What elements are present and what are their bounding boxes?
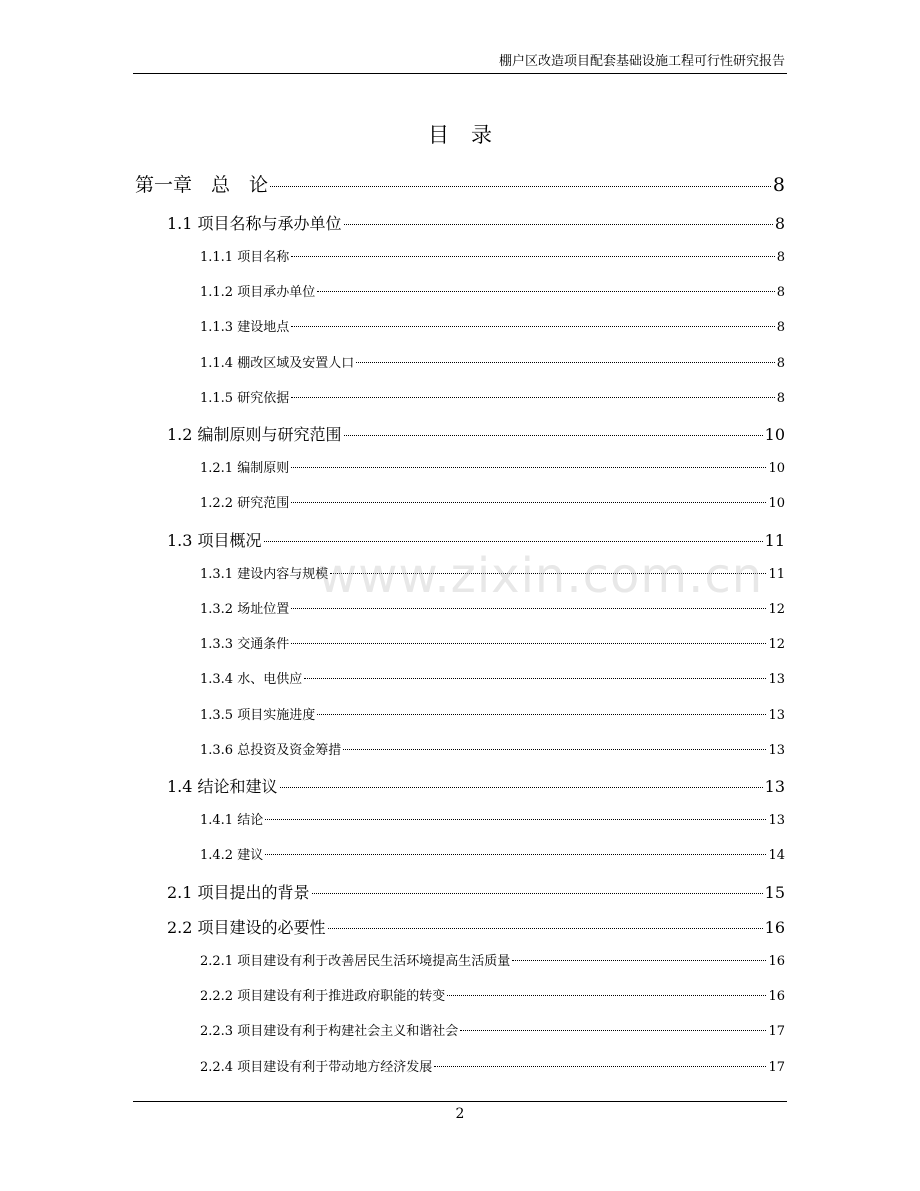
toc-entry-label: 1.1.2 项目承办单位	[200, 285, 316, 300]
toc-entry-label: 1.3.2 场址位置	[200, 602, 290, 617]
toc-dot-leader	[317, 714, 766, 715]
toc-entry[interactable]	[200, 387, 785, 406]
toc-entry-label: 1.3.4 水、电供应	[200, 672, 303, 687]
toc-entry-page: 11	[768, 567, 785, 582]
toc-entry-page: 15	[764, 883, 785, 902]
toc-entry-label: 1.1.3 建设地点	[200, 320, 290, 335]
watermark: www.zixin.com.cn	[318, 548, 764, 604]
toc-entry[interactable]	[200, 492, 785, 511]
toc-entry-label: 1.1 项目名称与承办单位	[167, 214, 342, 233]
toc-entry-label: 1.1.4 棚改区域及安置人口	[200, 356, 355, 371]
toc-entry-page: 14	[768, 848, 785, 863]
toc-entry[interactable]	[167, 774, 785, 797]
toc-entry[interactable]	[135, 170, 785, 197]
toc-entry-label: 1.4.2 建议	[200, 848, 264, 863]
toc-entry-label: 1.4 结论和建议	[167, 777, 278, 796]
toc-entry-label: 1.3.5 项目实施进度	[200, 708, 316, 723]
toc-dot-leader	[460, 1030, 766, 1031]
toc-entry-label: 1.2.2 研究范围	[200, 496, 290, 511]
toc-dot-leader	[447, 995, 766, 996]
toc-entry-page: 11	[764, 531, 785, 550]
footer-rule	[133, 1101, 787, 1102]
toc-entry-page: 10	[768, 461, 785, 476]
toc-entry[interactable]	[200, 1020, 785, 1039]
toc-entry[interactable]	[167, 211, 785, 234]
toc-entry-page: 10	[768, 496, 785, 511]
toc-dot-leader	[291, 502, 766, 503]
toc-entry-page: 13	[768, 743, 785, 758]
toc-entry-page: 16	[768, 954, 785, 969]
toc-entry[interactable]	[200, 457, 785, 476]
toc-entry[interactable]	[200, 985, 785, 1004]
toc-entry[interactable]	[200, 633, 785, 652]
toc-dot-leader	[304, 678, 766, 679]
toc-entry[interactable]	[200, 844, 785, 863]
toc-dot-leader	[312, 893, 763, 894]
toc-dot-leader	[291, 467, 766, 468]
page-number: 2	[455, 1106, 465, 1122]
toc-dot-leader	[328, 928, 763, 929]
toc-entry-label: 2.2.1 项目建设有利于改善居民生活环境提高生活质量	[200, 954, 511, 969]
toc-entry[interactable]	[167, 528, 785, 551]
toc-entry[interactable]	[200, 668, 785, 687]
toc-entry[interactable]	[200, 809, 785, 828]
toc-dot-leader	[317, 291, 775, 292]
toc-entry-page: 8	[776, 285, 785, 300]
toc-entry-page: 8	[776, 320, 785, 335]
toc-entry-page: 8	[776, 356, 785, 371]
toc-dot-leader	[291, 326, 775, 327]
toc-dot-leader	[264, 541, 763, 542]
toc-entry-page: 13	[768, 708, 785, 723]
toc-dot-leader	[265, 854, 766, 855]
toc-entry[interactable]	[167, 422, 785, 445]
running-header-title: 棚户区改造项目配套基础设施工程可行性研究报告	[498, 54, 785, 69]
toc-dot-leader	[344, 224, 773, 225]
toc-entry-label: 1.3.1 建设内容与规模	[200, 567, 329, 582]
toc-dot-leader	[270, 186, 771, 187]
toc-entry-page: 17	[768, 1060, 785, 1075]
toc-entry[interactable]	[200, 950, 785, 969]
toc-entry-page: 12	[768, 637, 785, 652]
toc-entry[interactable]	[200, 704, 785, 723]
toc-entry-label: 1.2 编制原则与研究范围	[167, 425, 342, 444]
toc-entry[interactable]	[167, 915, 785, 938]
toc-entry-label: 2.2.3 项目建设有利于构建社会主义和谐社会	[200, 1024, 459, 1039]
toc-entry-page: 17	[768, 1024, 785, 1039]
toc-entry-label: 1.1.5 研究依据	[200, 391, 290, 406]
toc-entry-label: 第一章 总 论	[135, 174, 269, 196]
toc-dot-leader	[330, 573, 766, 574]
toc-entry[interactable]	[200, 316, 785, 335]
toc-entry[interactable]	[167, 880, 785, 903]
toc-dot-leader	[434, 1066, 766, 1067]
toc-dot-leader	[291, 397, 775, 398]
toc-entry-page: 13	[764, 777, 785, 796]
toc-entry-page: 10	[764, 425, 785, 444]
toc-dot-leader	[344, 435, 763, 436]
toc-entry-page: 12	[768, 602, 785, 617]
toc-dot-leader	[291, 608, 766, 609]
toc-entry-label: 1.3.6 总投资及资金筹措	[200, 743, 342, 758]
toc-dot-leader	[291, 643, 766, 644]
toc-entry[interactable]	[200, 281, 785, 300]
toc-entry-label: 2.2.2 项目建设有利于推进政府职能的转变	[200, 989, 446, 1004]
toc-entry-label: 2.1 项目提出的背景	[167, 883, 310, 902]
toc-entry-page: 16	[768, 989, 785, 1004]
toc-entry[interactable]	[200, 739, 785, 758]
toc-heading: 目录	[428, 123, 514, 147]
toc-entry-page: 13	[768, 672, 785, 687]
toc-dot-leader	[265, 819, 766, 820]
toc-entry[interactable]	[200, 563, 785, 582]
toc-dot-leader	[280, 787, 763, 788]
toc-entry-page: 8	[772, 174, 785, 196]
toc-entry[interactable]	[200, 352, 785, 371]
toc-entry-page: 8	[774, 214, 785, 233]
toc-entry-label: 2.2 项目建设的必要性	[167, 918, 326, 937]
toc-entry-label: 2.2.4 项目建设有利于带动地方经济发展	[200, 1060, 433, 1075]
toc-entry[interactable]	[200, 598, 785, 617]
toc-dot-leader	[291, 256, 775, 257]
toc-entry-label: 1.2.1 编制原则	[200, 461, 290, 476]
toc-entry-label: 1.3 项目概况	[167, 531, 262, 550]
toc-dot-leader	[356, 362, 775, 363]
toc-entry-page: 8	[776, 250, 785, 265]
toc-entry[interactable]	[200, 246, 785, 265]
toc-dot-leader	[512, 960, 766, 961]
toc-entry-page: 13	[768, 813, 785, 828]
toc-entry-label: 1.1.1 项目名称	[200, 250, 290, 265]
toc-entry[interactable]	[200, 1056, 785, 1075]
toc-dot-leader	[343, 749, 766, 750]
toc-entry-label: 1.4.1 结论	[200, 813, 264, 828]
toc-entry-page: 8	[776, 391, 785, 406]
toc-entry-page: 16	[764, 918, 785, 937]
toc-entry-label: 1.3.3 交通条件	[200, 637, 290, 652]
